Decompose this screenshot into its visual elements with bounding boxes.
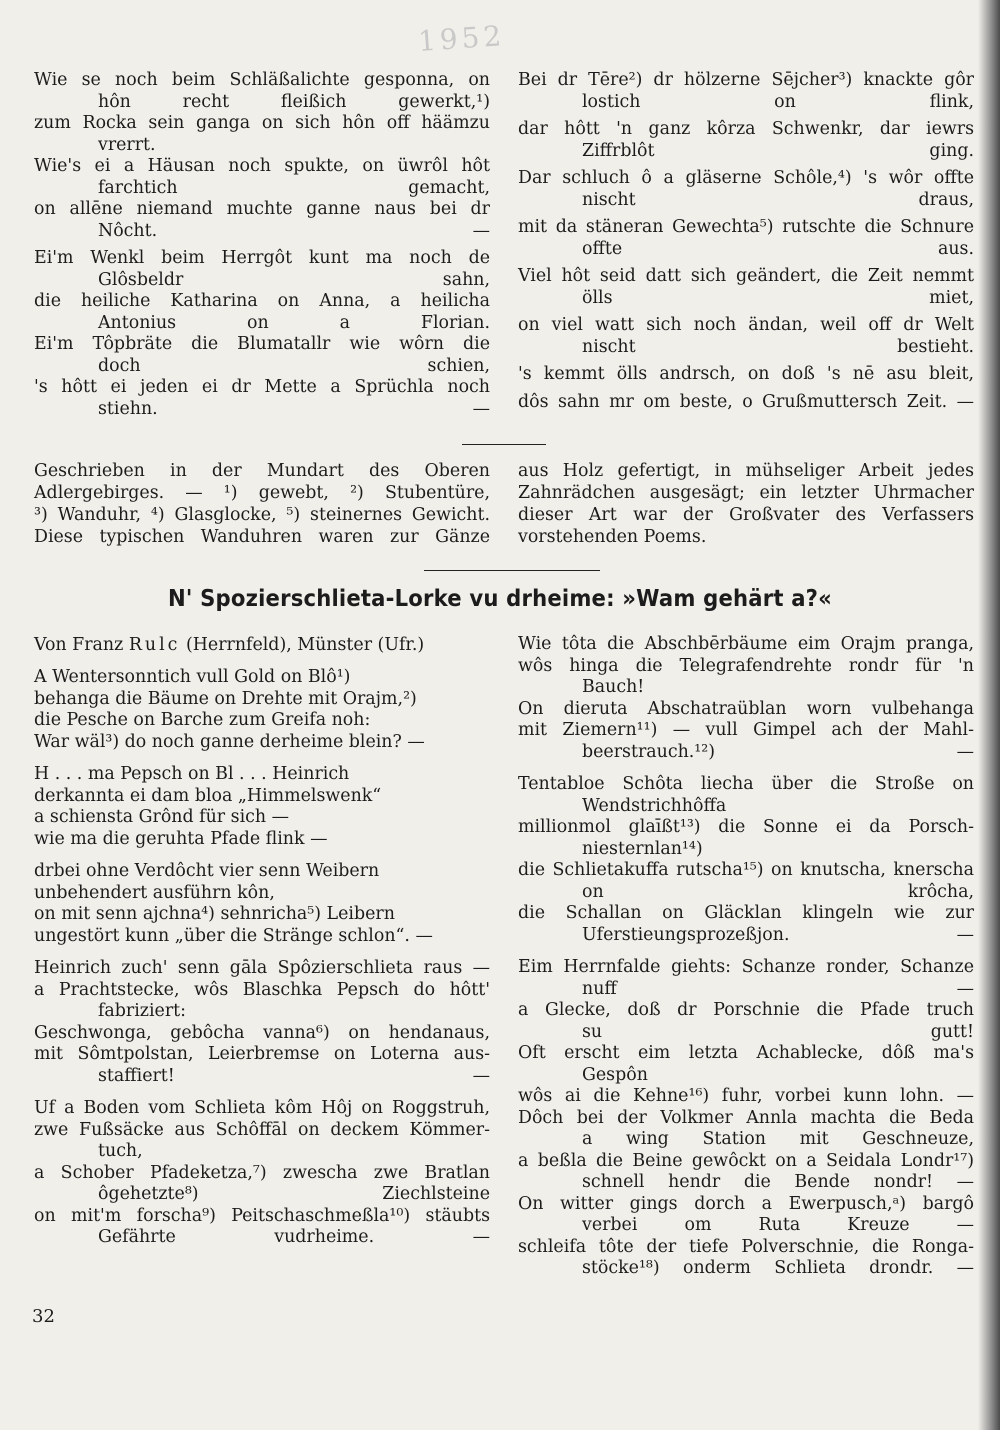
poem-line: Oft erscht eim letzta Achablecke, dôß ma's Gespôn xyxy=(518,1043,974,1085)
poem-line: Viel hôt seid datt sich geändert, die Zeit nemmt ölls miet, xyxy=(518,266,974,308)
poem-line: zwe Fußsäcke aus Schôffāl on deckem Kömmer- tuch, xyxy=(34,1119,490,1161)
poem-line: on allēne niemand muchte ganne naus bei dr Nôcht. — xyxy=(34,199,490,241)
article-title: N' Spozierschlieta-Lorke vu drheime: »Wam gehärt a?« xyxy=(168,586,832,612)
poem-line: wie ma die geruhta Pfade flink — xyxy=(34,828,328,849)
poem-line: Uf a Boden vom Schlieta kôm Hôj on Roggstruh, xyxy=(34,1098,490,1118)
article-left-column xyxy=(34,634,490,1249)
poem-line: mit Ziemern¹¹) — vull Gimpel ach der Mahl- beerstrauch.¹²) — xyxy=(518,720,974,762)
faded-stamp: 1952 xyxy=(416,18,507,59)
poem-line: 's hôtt ei jeden ei dr Mette a Sprüchla noch stiehn. — xyxy=(34,377,490,419)
footnote-left-column xyxy=(34,460,490,548)
section-divider xyxy=(462,444,546,445)
footnote-right-column xyxy=(518,460,974,548)
poem-line: Dôch bei der Volkmer Annla machta die Beda a wing Station mit Geschneuze, xyxy=(518,1107,974,1149)
poem-line: wôs hinga die Telegrafendrehte rondr für 'n Bauch! xyxy=(518,655,974,697)
poem-line: Ei'm Tôpbräte die Blumatallr wie wôrn die doch schien, xyxy=(34,334,490,376)
poem-line: schleifa tôte der tiefe Polverschnie, die Ronga- stöcke¹⁸) onderm Schlieta drondr. — xyxy=(518,1236,974,1278)
poem-line: on mit senn ajchna⁴) sehnricha⁵) Leibern xyxy=(34,904,395,924)
note-line: Zahnrädchen ausgesägt; ein letzter Uhrmacher xyxy=(518,483,974,503)
poem-line: die Schlietakuffa rutscha¹⁵) on knutscha, knerscha on krôcha, xyxy=(518,860,974,902)
poem-line: a schiensta Grônd für sich — xyxy=(34,807,289,827)
note-line: Geschrieben in der Mundart des Oberen xyxy=(34,461,490,481)
poem-line: die Schallan on Gläcklan klingeln wie zur Uferstieungsprozeßjon. — xyxy=(518,903,974,945)
poem-line: behanga die Bäume on Drehte mit Orajm,²) xyxy=(34,688,417,709)
poem-line: Ei'm Wenkl beim Herrgôt kunt ma noch de Glôsbeldr sahn, xyxy=(34,248,490,290)
top-poem-left-column xyxy=(34,70,490,420)
poem-line: 's kemmt ölls andrsch, on doß 's nē asu bleit, xyxy=(518,364,974,384)
poem-line: On dieruta Abschatraüblan worn vulbehanga xyxy=(518,698,974,719)
poem-line: War wäl³) do noch ganne derheime blein? — xyxy=(34,731,425,752)
poem-line: a Prachtstecke, wôs Blaschka Pepsch do hôtt' fabriziert: xyxy=(34,979,490,1021)
poem-line: Wie's ei a Häusan noch spukte, on üwrôl hôt farchtich gemacht, xyxy=(34,156,490,198)
section-divider xyxy=(424,570,600,571)
poem-line: H . . . ma Pepsch on Bl . . . Heinrich xyxy=(34,764,350,784)
poem-line: Heinrich zuch' senn gāla Spôzierschlieta raus — xyxy=(34,958,490,978)
poem-line: mit da stäneran Gewechta⁵) rutschte die Schnure offte aus. xyxy=(518,217,974,259)
poem-line: dar hôtt 'n ganz kôrza Schwenkr, dar iewrs Ziffrblôt ging. xyxy=(518,119,974,161)
note-line: aus Holz gefertigt, in mühseliger Arbeit jedes xyxy=(518,461,974,481)
poem-line: Dar schluch ô a gläserne Schôle,⁴) 's wôr offte nischt draus, xyxy=(518,168,974,210)
poem-line: die heiliche Katharina on Anna, a heilicha Antonius on a Florian. xyxy=(34,291,490,333)
page-number: 32 xyxy=(32,1306,55,1327)
poem-line: Wie se noch beim Schläßalichte gesponna, on hôn recht fleißich gewerkt,¹) xyxy=(34,70,490,112)
poem-line: die Pesche on Barche zum Greifa noh: xyxy=(34,710,371,730)
poem-line: a beßla die Beine gewôckt on a Seidala Londr¹⁷) schnell hendr die Bende nondr! — xyxy=(518,1150,974,1192)
poem-line: Tentabloe Schôta liecha über die Stroße on Wendstrichhôffa xyxy=(518,774,974,816)
poem-line: Bei dr Tēre²) dr hölzerne Sējcher³) knackte gôr lostich on flink, xyxy=(518,70,974,112)
poem-line: derkannta ei dam bloa „Himmelswenk“ xyxy=(34,785,382,806)
poem-line: a Glecke, doß dr Porschnie die Pfade truch su gutt! xyxy=(518,1000,974,1042)
poem-line: on mit'm forscha⁹) Peitschaschmeßla¹⁰) stäubts Gefährte vudrheime. — xyxy=(34,1205,490,1247)
poem-line: dôs sahn mr om beste, o Grußmuttersch Zeit. — xyxy=(518,391,974,412)
note-line: ³) Wanduhr, ⁴) Glasglocke, ⁵) steinernes Gewicht. xyxy=(34,505,490,525)
poem-line: wôs ai die Kehne¹⁶) fuhr, vorbei kunn lohn. — xyxy=(518,1086,974,1106)
poem-line: mit Sômtpolstan, Leierbremse on Loterna aus- staffiert! — xyxy=(34,1044,490,1086)
note-line: Adlergebirges. — ¹) gewebt, ²) Stubentüre, xyxy=(34,483,490,503)
poem-line: drbei ohne Verdôcht vier senn Weibern xyxy=(34,861,380,881)
poem-line: zum Rocka sein ganga on sich hôn off häämzu vrerrt. xyxy=(34,113,490,155)
poem-line: unbehendert ausführn kôn, xyxy=(34,882,275,903)
top-poem-right-column xyxy=(518,70,974,413)
note-line: Diese typischen Wanduhren waren zur Gänze xyxy=(34,527,490,547)
note-line: dieser Art war der Großvater des Verfassers xyxy=(518,505,974,525)
poem-line: a Schober Pfadeketza,⁷) zwescha zwe Bratlan ôgehetzte⁸) Ziechlsteine xyxy=(34,1162,490,1204)
author-line: Von Franz Rulc (Herrnfeld), Münster (Ufr.) xyxy=(34,635,425,655)
poem-line: Wie tôta die Abschbērbäume eim Orajm pranga, xyxy=(518,634,974,654)
poem-line: millionmol glaīßt¹³) die Sonne ei da Porsch- niesternlan¹⁴) xyxy=(518,817,974,859)
poem-line: Eim Herrnfalde giehts: Schanze ronder, Schanze nuff — xyxy=(518,957,974,999)
page-edge-shadow xyxy=(978,0,1000,1430)
article-right-column xyxy=(518,634,974,1280)
poem-line: on viel watt sich noch ändan, weil off dr Welt nischt bestieht. xyxy=(518,315,974,357)
poem-line: ungestört kunn „über die Stränge schlon“. — xyxy=(34,925,433,946)
poem-line: A Wentersonntich vull Gold on Blô¹) xyxy=(34,667,351,687)
poem-line: On witter gings dorch a Ewerpusch,ᵃ) bargô verbei om Ruta Kreuze — xyxy=(518,1193,974,1235)
poem-line: Geschwonga, gebôcha vanna⁶) on hendanaus, xyxy=(34,1022,490,1043)
note-line: vorstehenden Poems. xyxy=(518,527,707,547)
